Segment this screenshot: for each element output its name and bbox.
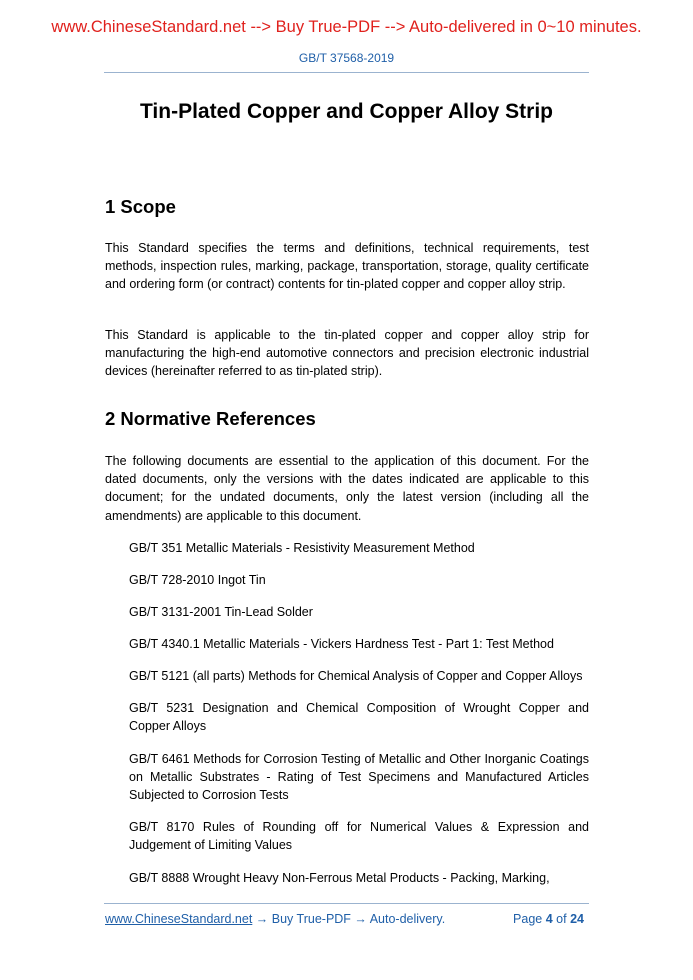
- page-label: Page: [513, 912, 543, 926]
- current-page-number: 4: [545, 912, 553, 926]
- reference-item: GB/T 728-2010 Ingot Tin: [129, 573, 266, 587]
- footer-site-link[interactable]: www.ChineseStandard.net: [105, 912, 253, 926]
- scope-paragraph-1: This Standard specifies the terms and definitions, technical requirements, test methods, inspection rules, marking, package, transportation, storage, quality certificate and ordering form (or contract) contents for tin-plated copper and copper alloy strip.: [105, 241, 589, 292]
- top-banner-link[interactable]: www.ChineseStandard.net --> Buy True-PDF --> Auto-delivered in 0~10 minutes.: [51, 18, 642, 36]
- reference-item: GB/T 3131-2001 Tin-Lead Solder: [129, 605, 313, 619]
- footer-promo-text: → Buy True-PDF → Auto-delivery.: [252, 912, 446, 926]
- document-title: Tin-Plated Copper and Copper Alloy Strip: [139, 100, 554, 123]
- of-label: of: [556, 912, 567, 926]
- reference-item: GB/T 4340.1 Metallic Materials - Vickers Hardness Test - Part 1: Test Method: [129, 637, 554, 651]
- section-heading-normative-references: 2 Normative References: [105, 408, 316, 429]
- scope-paragraph-2: This Standard is applicable to the tin-plated copper and copper alloy strip for manufacturing the high-end automotive connectors and precision electronic industrial devices (hereinafter referred to as tin-plated strip).: [105, 328, 589, 379]
- reference-item: GB/T 8888 Wrought Heavy Non-Ferrous Metal Products - Packing, Marking,: [129, 871, 550, 885]
- standard-code: GB/T 37568-2019: [298, 51, 395, 65]
- total-pages-number: 24: [570, 912, 584, 926]
- reference-item: GB/T 6461 Methods for Corrosion Testing of Metallic and Other Inorganic Coatings on Metallic Substrates - Rating of Test Specimens and Manufactured Articles Subjected to Corrosion Tests: [129, 752, 589, 803]
- reference-item: GB/T 351 Metallic Materials - Resistivity Measurement Method: [129, 541, 475, 555]
- normative-intro-paragraph: The following documents are essential to the application of this document. For the dated documents, only the versions with the dates indicated are applicable to this document; for the undated documents, only the latest version (including all the amendments) are applicable to this document.: [105, 454, 589, 523]
- footer-divider: [104, 903, 589, 904]
- reference-item: GB/T 5231 Designation and Chemical Composition of Wrought Copper and Copper Alloys: [129, 701, 589, 734]
- reference-item: GB/T 8170 Rules of Rounding off for Numerical Values & Expression and Judgement of Limiting Values: [129, 820, 589, 853]
- header-divider: [104, 72, 589, 73]
- section-heading-scope: 1 Scope: [105, 196, 176, 217]
- footer-promo: [105, 912, 445, 926]
- page-indicator: [498, 912, 584, 926]
- reference-item: GB/T 5121 (all parts) Methods for Chemical Analysis of Copper and Copper Alloys: [129, 669, 583, 683]
